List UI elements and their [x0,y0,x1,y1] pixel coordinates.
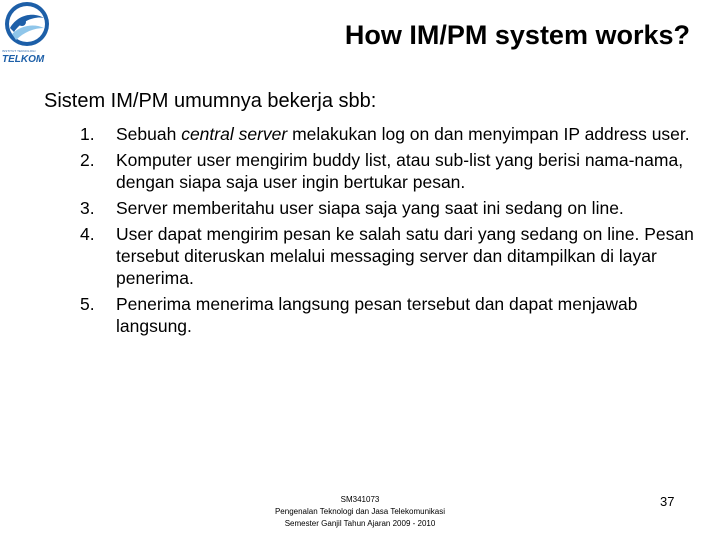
course-code: SM341073 [340,495,380,504]
list-item [80,123,710,145]
step-text: Sebuah central server melakukan log on dan menyimpan IP address user. [116,124,690,144]
step-number: 4. [80,224,95,244]
step-number: 1. [80,124,95,144]
step-text: Penerima menerima langsung pesan tersebut dan dapat menjawab langsung. [116,294,638,336]
steps-list [80,123,710,341]
list-item [80,293,710,337]
slide-footer [250,494,470,530]
step-text: User dapat mengirim pesan ke salah satu dari yang sedang on line. Pesan tersebut diteruskan melalui messaging server dan ditampilkan di layar penerima. [116,224,694,288]
step-text: Server memberitahu user siapa saja yang saat ini sedang on line. [116,198,624,218]
step-text: Komputer user mengirim buddy list, atau sub-list yang berisi nama-nama, dengan siapa saja user ingin bertukar pesan. [116,150,684,192]
slide-title: How IM/PM system works? [344,20,690,50]
course-name: Pengenalan Teknologi dan Jasa Telekomunikasi [274,507,446,516]
page-number: 37 [660,494,675,509]
logo-tagline: INSTITUT TEKNOLOGI [2,49,36,53]
logo-emblem-icon [0,0,58,50]
list-item [80,223,710,289]
semester-info: Semester Ganjil Tahun Ajaran 2009 - 2010 [284,519,436,528]
telkom-logo [0,0,58,72]
step-number: 2. [80,150,95,170]
central-server-emphasis: central server [181,124,288,144]
list-item [80,149,710,193]
step-number: 3. [80,198,95,218]
logo-brand: TELKOM [2,54,45,65]
step-number: 5. [80,294,95,314]
intro-text: Sistem IM/PM umumnya bekerja sbb: [44,90,377,112]
list-item [80,197,710,219]
